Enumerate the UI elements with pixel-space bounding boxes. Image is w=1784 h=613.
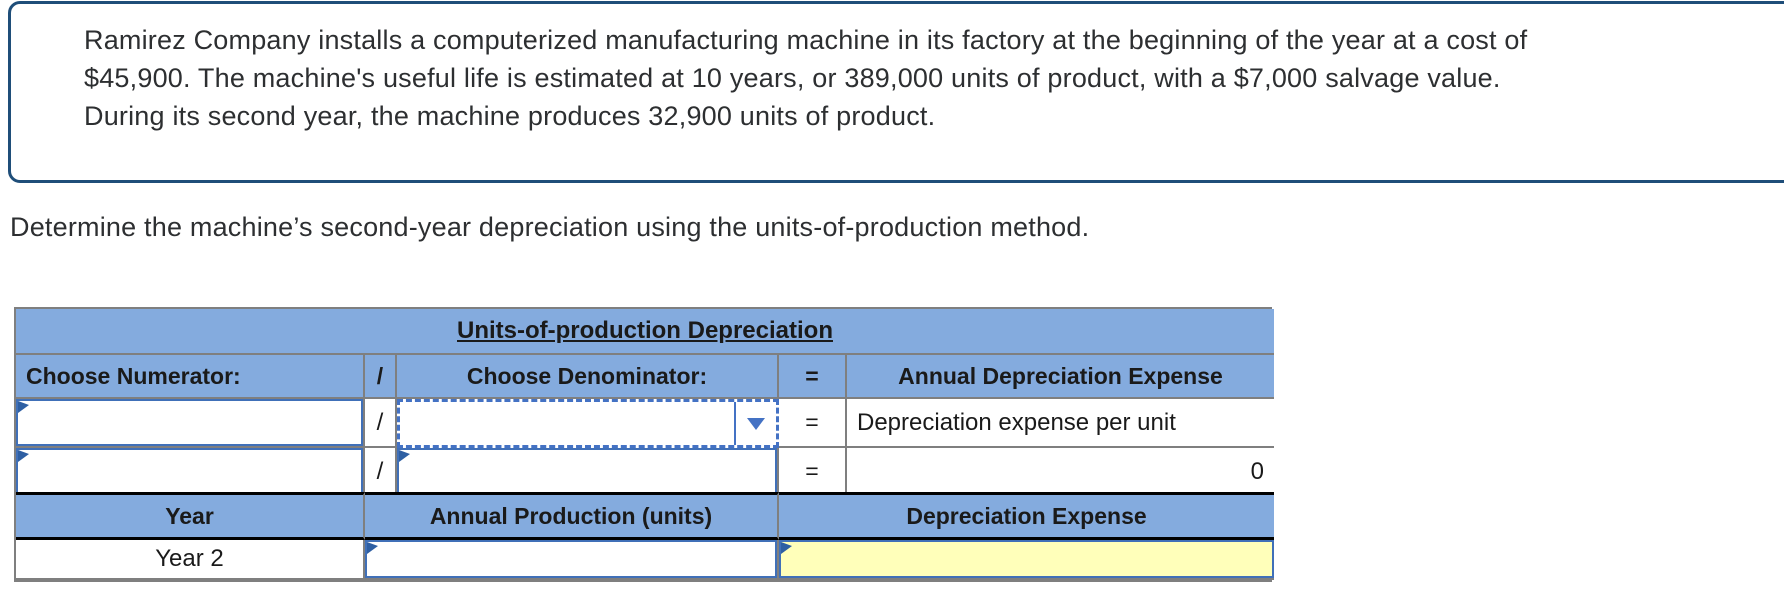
depreciation-expense-input[interactable]: [779, 540, 1274, 580]
denominator-dropdown-value[interactable]: [400, 402, 734, 445]
year-label: Year 2: [155, 545, 224, 572]
numerator-input-row2[interactable]: [16, 448, 365, 495]
header-divide-sign: /: [365, 355, 397, 399]
header-equals-sign: =: [779, 355, 847, 399]
task-instruction: Determine the machine’s second-year depreciation using the units-of-production method.: [10, 212, 1090, 242]
problem-line-2: $45,900. The machine's useful life is estimated at 10 years, or 389,000 units of product, with a $7,000 salvage value.: [84, 63, 1501, 93]
chevron-down-icon: [747, 418, 765, 430]
header-choose-numerator: Choose Numerator:: [16, 355, 365, 399]
header-choose-denominator: Choose Denominator:: [397, 355, 779, 399]
cell-marker-icon: [18, 401, 29, 413]
denominator-dropdown-row1[interactable]: [397, 399, 779, 448]
problem-statement-box: [8, 1, 1784, 183]
result-value-row2: 0: [847, 448, 1274, 495]
annual-production-input[interactable]: [365, 540, 779, 580]
problem-text: [11, 4, 1784, 135]
header-annual-production: Annual Production (units): [365, 492, 779, 540]
table-title: Units-of-production Depreciation: [457, 317, 833, 344]
problem-line-1: Ramirez Company installs a computerized manufacturing machine in its factory at the beginning of the year at a cost of: [84, 25, 1528, 55]
cell-marker-icon: [781, 542, 792, 554]
equals-sign-row1: =: [779, 399, 847, 448]
table-title-cell: [16, 309, 1274, 355]
result-label-row1: Depreciation expense per unit: [847, 399, 1274, 448]
divide-sign-row1: /: [365, 399, 397, 448]
depreciation-table: [14, 307, 1272, 582]
cell-marker-icon: [367, 542, 378, 554]
dropdown-arrow-button[interactable]: [734, 402, 776, 445]
denominator-input-row2[interactable]: [397, 448, 779, 495]
header-year: Year: [16, 492, 365, 540]
divide-sign-row2: /: [365, 448, 397, 495]
problem-line-3: During its second year, the machine produces 32,900 units of product.: [84, 101, 936, 131]
header-depreciation-expense: Depreciation Expense: [779, 492, 1274, 540]
header-annual-depreciation-expense: Annual Depreciation Expense: [847, 355, 1274, 399]
equals-sign-row2: =: [779, 448, 847, 495]
cell-marker-icon: [399, 450, 410, 462]
year-label-cell: [16, 540, 365, 580]
numerator-input-row1[interactable]: [16, 399, 365, 448]
cell-marker-icon: [18, 450, 29, 462]
